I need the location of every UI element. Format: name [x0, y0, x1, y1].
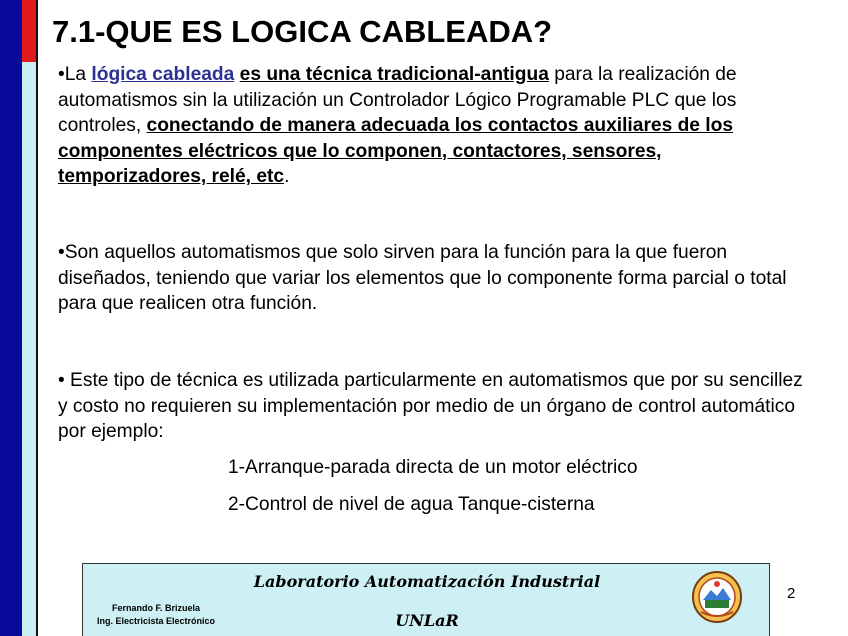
left-bar-blue [0, 0, 22, 636]
paragraph-usage: • Este tipo de técnica es utilizada particularmente en automatismos que por su sencillez y costo no requieren su implementación por medio de un órgano de control automático por ejemplo: [58, 370, 803, 443]
bold-phrase-contacts: conectando de manera adecuada los contactos auxiliares de los componentes eléctricos que lo componen, contactores, sensores, temporizadores, relé, etc [58, 115, 734, 188]
definition-text: para la realización de automatismos sin la utilización un Controlador Lógico Programable PLC que los controles, [58, 64, 737, 137]
paragraph-purpose: •Son aquellos automatismos que solo sirven para la función para la que fueron diseñados, teniendo que variar los elementos que lo componente forma parcial o total para que realicen otra función. [58, 242, 787, 315]
bullet-text: •La [58, 64, 92, 85]
author-name: Fernando F. Brizuela [112, 603, 201, 613]
definition-end: . [284, 166, 290, 188]
left-bar-cyan [22, 62, 36, 636]
university-name: UNLaR [395, 611, 459, 630]
slide-title: 7.1-QUE ES LOGICA CABLEADA? [52, 14, 553, 49]
left-bar-red [22, 0, 36, 62]
left-bar-divider [36, 0, 38, 636]
author-block [97, 602, 215, 628]
logica-cableada-link[interactable]: lógica cableada [91, 64, 235, 85]
bold-phrase-technique: es una técnica tradicional-antigua [239, 64, 549, 85]
university-crest-icon [691, 570, 743, 624]
lab-name: Laboratorio Automatización Industrial [253, 572, 601, 591]
example-item-1: 1-Arranque-parada directa de un motor eléctrico [228, 457, 638, 478]
footer-banner [82, 563, 770, 636]
example-item-2: 2-Control de nivel de agua Tanque-cisterna [228, 494, 595, 515]
paragraph-definition [58, 62, 803, 190]
page-number: 2 [787, 585, 796, 602]
author-title: Ing. Electricista Electrónico [97, 616, 216, 626]
